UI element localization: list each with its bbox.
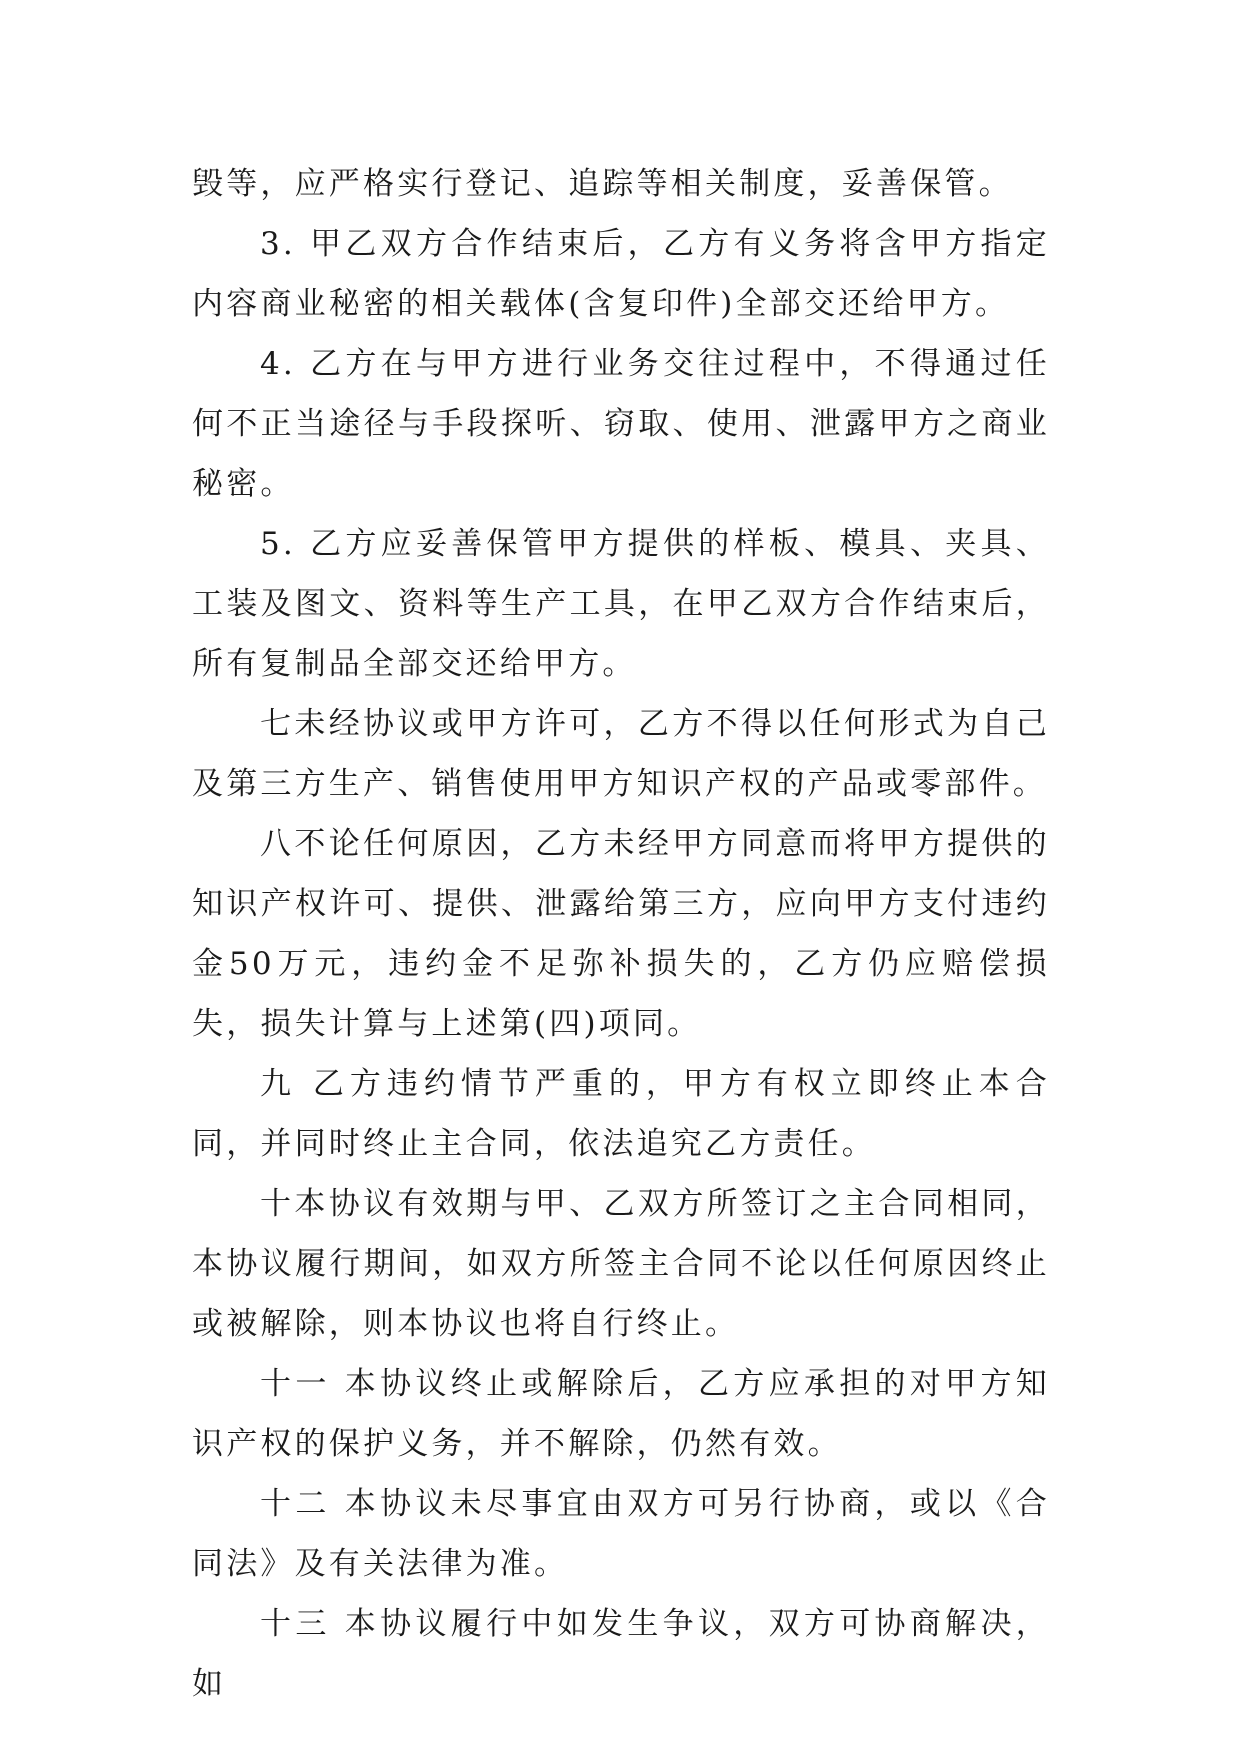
paragraph-6: 八不论任何原因，乙方未经甲方同意而将甲方提供的知识产权许可、提供、泄露给第三方，应向甲方支付违约金50万元，违约金不足弥补损失的，乙方仍应赔偿损失，损失计算与上述第(四)项同。 — [192, 826, 1050, 1042]
paragraph-7: 九 乙方违约情节严重的，甲方有权立即终止本合同，并同时终止主合同，依法追究乙方责任。 — [192, 1066, 1050, 1162]
paragraph-5: 七未经协议或甲方许可，乙方不得以任何形式为自己及第三方生产、销售使用甲方知识产权的产品或零部件。 — [192, 706, 1050, 802]
paragraph-2: 3. 甲乙双方合作结束后，乙方有义务将含甲方指定内容商业秘密的相关载体(含复印件)全部交还给甲方。 — [192, 226, 1050, 322]
paragraph-8: 十本协议有效期与甲、乙双方所签订之主合同相同，本协议履行期间，如双方所签主合同不论以任何原因终止或被解除，则本协议也将自行终止。 — [192, 1186, 1050, 1342]
paragraph-9: 十一 本协议终止或解除后，乙方应承担的对甲方知识产权的保护义务，并不解除，仍然有效。 — [192, 1366, 1050, 1462]
document-body — [192, 154, 1050, 1714]
paragraph-4: 5. 乙方应妥善保管甲方提供的样板、模具、夹具、工装及图文、资料等生产工具，在甲乙双方合作结束后，所有复制品全部交还给甲方。 — [192, 526, 1050, 682]
paragraph-1: 毁等，应严格实行登记、追踪等相关制度，妥善保管。 — [192, 166, 1013, 202]
paragraph-3: 4. 乙方在与甲方进行业务交往过程中，不得通过任何不正当途径与手段探听、窃取、使用、泄露甲方之商业秘密。 — [192, 346, 1050, 502]
paragraph-10: 十二 本协议未尽事宜由双方可另行协商，或以《合同法》及有关法律为准。 — [192, 1486, 1050, 1582]
paragraph-11: 十三 本协议履行中如发生争议，双方可协商解决，如 — [192, 1606, 1050, 1702]
